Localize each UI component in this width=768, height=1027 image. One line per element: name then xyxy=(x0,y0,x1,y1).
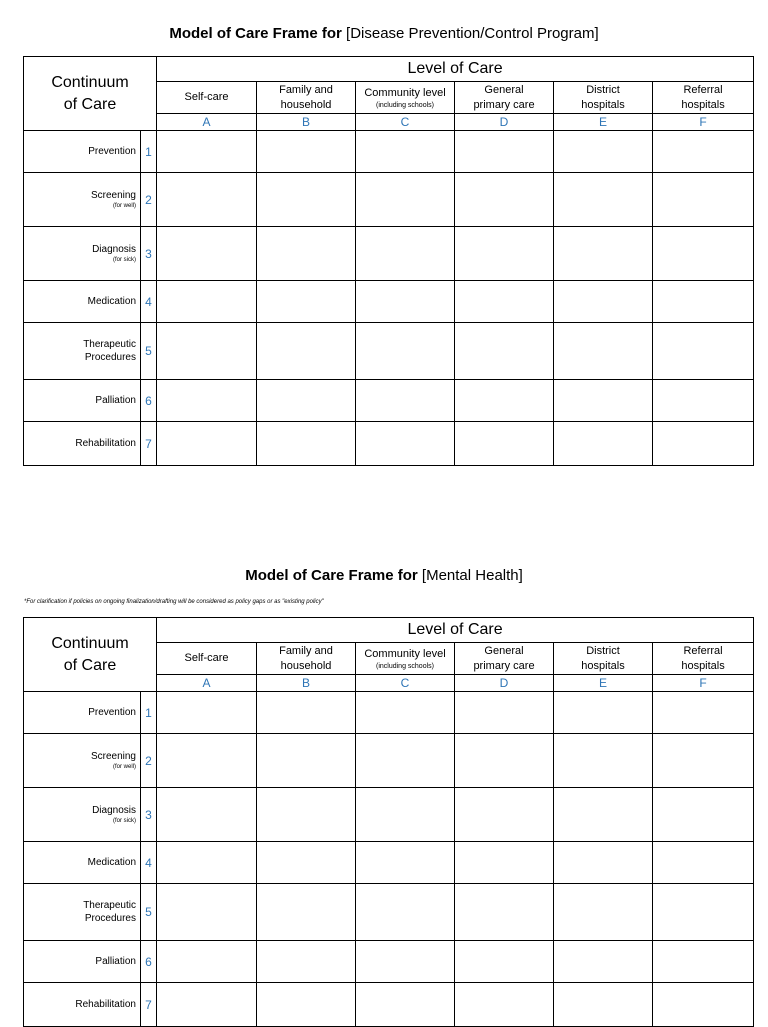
column-label: Referral xyxy=(683,83,723,96)
empty-cell[interactable] xyxy=(257,734,356,788)
column-label: District xyxy=(586,83,620,96)
frame-title-prefix: Model of Care Frame for xyxy=(169,25,347,42)
column-label: General xyxy=(484,83,524,96)
empty-cell[interactable] xyxy=(455,227,554,281)
row-label xyxy=(24,884,141,941)
column-sublabel: (including schools) xyxy=(376,662,434,670)
column-label: hospitals xyxy=(681,98,725,111)
table-row xyxy=(24,884,754,941)
continuum-header-line: of Care xyxy=(63,656,117,674)
column-label: hospitals xyxy=(681,659,725,672)
continuum-of-care-header xyxy=(24,618,157,692)
continuum-header-line: of Care xyxy=(63,95,117,113)
empty-cell[interactable] xyxy=(356,323,455,380)
model-of-care-table xyxy=(23,617,754,1027)
row-number: 5 xyxy=(141,323,157,380)
row-label-text: Screening xyxy=(90,751,136,762)
empty-cell[interactable] xyxy=(554,227,653,281)
empty-cell[interactable] xyxy=(356,983,455,1027)
column-label: primary care xyxy=(473,98,535,111)
table-row xyxy=(24,734,754,788)
row-label-text: Prevention xyxy=(88,707,136,718)
table-row xyxy=(24,941,754,983)
level-column-header xyxy=(554,643,653,675)
empty-cell[interactable] xyxy=(653,227,754,281)
row-label xyxy=(24,842,141,884)
column-label: Family and xyxy=(279,644,333,657)
row-label-text: Medication xyxy=(87,296,136,307)
level-column-header xyxy=(554,82,653,114)
frame-title-program: [Disease Prevention/Control Program] xyxy=(346,25,599,42)
row-label-text: Rehabilitation xyxy=(75,438,136,449)
empty-cell[interactable] xyxy=(653,422,754,466)
empty-cell[interactable] xyxy=(653,323,754,380)
row-number: 2 xyxy=(141,734,157,788)
empty-cell[interactable] xyxy=(356,131,455,173)
table-row xyxy=(24,788,754,842)
column-label: Self-care xyxy=(184,652,229,664)
column-label: primary care xyxy=(473,659,535,672)
empty-cell[interactable] xyxy=(157,788,257,842)
empty-cell[interactable] xyxy=(157,734,257,788)
frame-title-prefix: Model of Care Frame for xyxy=(245,567,422,584)
empty-cell[interactable] xyxy=(356,788,455,842)
row-label xyxy=(24,734,141,788)
table-row xyxy=(24,227,754,281)
column-sublabel: (including schools) xyxy=(376,101,434,109)
empty-cell[interactable] xyxy=(257,842,356,884)
empty-cell[interactable] xyxy=(257,380,356,422)
column-letter: A xyxy=(157,675,257,692)
empty-cell[interactable] xyxy=(157,692,257,734)
row-label xyxy=(24,227,141,281)
empty-cell[interactable] xyxy=(455,281,554,323)
empty-cell[interactable] xyxy=(157,422,257,466)
row-sublabel: (for well) xyxy=(112,764,136,770)
column-letter: A xyxy=(157,114,257,131)
empty-cell[interactable] xyxy=(653,941,754,983)
table-row xyxy=(24,422,754,466)
row-label-text: Palliation xyxy=(95,395,136,406)
row-number: 3 xyxy=(141,227,157,281)
frame-title xyxy=(0,25,768,42)
table-row xyxy=(24,281,754,323)
level-column-header xyxy=(157,643,257,675)
column-letter: F xyxy=(653,675,754,692)
empty-cell[interactable] xyxy=(653,734,754,788)
table-row xyxy=(24,323,754,380)
table-row xyxy=(24,842,754,884)
empty-cell[interactable] xyxy=(653,380,754,422)
empty-cell[interactable] xyxy=(653,173,754,227)
level-of-care-header: Level of Care xyxy=(157,618,754,643)
empty-cell[interactable] xyxy=(356,227,455,281)
column-letter: B xyxy=(257,114,356,131)
level-column-header xyxy=(157,82,257,114)
column-label: hospitals xyxy=(581,659,625,672)
row-number: 7 xyxy=(141,422,157,466)
row-number: 2 xyxy=(141,173,157,227)
empty-cell[interactable] xyxy=(257,788,356,842)
empty-cell[interactable] xyxy=(653,692,754,734)
column-label: Community level xyxy=(364,86,446,99)
empty-cell[interactable] xyxy=(157,941,257,983)
empty-cell[interactable] xyxy=(356,692,455,734)
column-label: household xyxy=(280,98,332,111)
row-label-text: Palliation xyxy=(95,956,136,967)
column-label: household xyxy=(280,659,332,672)
empty-cell[interactable] xyxy=(554,983,653,1027)
row-number: 7 xyxy=(141,983,157,1027)
column-label: Referral xyxy=(683,644,723,657)
table-row xyxy=(24,173,754,227)
empty-cell[interactable] xyxy=(157,380,257,422)
header-row xyxy=(24,618,754,643)
empty-cell[interactable] xyxy=(356,281,455,323)
row-number: 4 xyxy=(141,281,157,323)
row-number: 6 xyxy=(141,380,157,422)
row-number: 3 xyxy=(141,788,157,842)
empty-cell[interactable] xyxy=(554,380,653,422)
row-label-text: Prevention xyxy=(88,146,136,157)
column-letter: D xyxy=(455,114,554,131)
column-letter: E xyxy=(554,114,653,131)
row-sublabel: (for well) xyxy=(112,203,136,209)
level-column-header xyxy=(455,82,554,114)
empty-cell[interactable] xyxy=(356,173,455,227)
empty-cell[interactable] xyxy=(257,131,356,173)
row-label xyxy=(24,323,141,380)
empty-cell[interactable] xyxy=(257,983,356,1027)
empty-cell[interactable] xyxy=(554,281,653,323)
column-label: Family and xyxy=(279,83,333,96)
row-number: 5 xyxy=(141,884,157,941)
row-sublabel: (for sick) xyxy=(113,818,136,824)
empty-cell[interactable] xyxy=(455,692,554,734)
empty-cell[interactable] xyxy=(455,323,554,380)
row-label-text: Therapeutic xyxy=(83,339,136,350)
level-column-header xyxy=(455,643,554,675)
empty-cell[interactable] xyxy=(455,788,554,842)
row-label-text: Diagnosis xyxy=(92,805,136,816)
empty-cell[interactable] xyxy=(157,131,257,173)
row-label xyxy=(24,131,141,173)
level-of-care-header: Level of Care xyxy=(157,57,754,82)
column-label: hospitals xyxy=(581,98,625,111)
empty-cell[interactable] xyxy=(356,884,455,941)
row-number: 1 xyxy=(141,131,157,173)
empty-cell[interactable] xyxy=(157,227,257,281)
empty-cell[interactable] xyxy=(257,941,356,983)
row-label xyxy=(24,788,141,842)
empty-cell[interactable] xyxy=(455,422,554,466)
empty-cell[interactable] xyxy=(653,842,754,884)
empty-cell[interactable] xyxy=(554,884,653,941)
row-label-text: Procedures xyxy=(84,913,136,924)
empty-cell[interactable] xyxy=(554,131,653,173)
column-label: Community level xyxy=(364,647,446,660)
row-number: 6 xyxy=(141,941,157,983)
empty-cell[interactable] xyxy=(653,131,754,173)
column-label: Self-care xyxy=(184,91,229,103)
empty-cell[interactable] xyxy=(455,842,554,884)
table-row xyxy=(24,131,754,173)
empty-cell[interactable] xyxy=(554,734,653,788)
row-sublabel: (for sick) xyxy=(113,257,136,263)
column-letter: F xyxy=(653,114,754,131)
empty-cell[interactable] xyxy=(455,983,554,1027)
header-row xyxy=(24,57,754,82)
empty-cell[interactable] xyxy=(257,281,356,323)
column-letter: C xyxy=(356,675,455,692)
empty-cell[interactable] xyxy=(653,788,754,842)
row-label-text: Screening xyxy=(90,190,136,201)
frame-title xyxy=(0,567,768,584)
empty-cell[interactable] xyxy=(455,380,554,422)
empty-cell[interactable] xyxy=(257,227,356,281)
empty-cell[interactable] xyxy=(157,281,257,323)
empty-cell[interactable] xyxy=(157,173,257,227)
row-label-text: Rehabilitation xyxy=(75,999,136,1010)
empty-cell[interactable] xyxy=(554,788,653,842)
continuum-header-line: Continuum xyxy=(51,634,129,652)
empty-cell[interactable] xyxy=(653,983,754,1027)
empty-cell[interactable] xyxy=(157,884,257,941)
empty-cell[interactable] xyxy=(257,173,356,227)
empty-cell[interactable] xyxy=(554,842,653,884)
frame-title-program: [Mental Health] xyxy=(421,567,523,584)
column-letter: D xyxy=(455,675,554,692)
empty-cell[interactable] xyxy=(356,734,455,788)
level-column-header xyxy=(653,82,754,114)
row-label xyxy=(24,173,141,227)
empty-cell[interactable] xyxy=(356,380,455,422)
empty-cell[interactable] xyxy=(356,842,455,884)
clarification-note: *For clarification if policies on ongoing finalization/drafting will be considered as policy gaps or as "existing policy" xyxy=(24,599,324,605)
empty-cell[interactable] xyxy=(554,323,653,380)
empty-cell[interactable] xyxy=(554,173,653,227)
empty-cell[interactable] xyxy=(356,941,455,983)
row-label xyxy=(24,941,141,983)
row-label-text: Medication xyxy=(87,857,136,868)
row-label xyxy=(24,281,141,323)
empty-cell[interactable] xyxy=(157,842,257,884)
level-column-header xyxy=(356,643,455,675)
level-column-header xyxy=(653,643,754,675)
empty-cell[interactable] xyxy=(554,692,653,734)
empty-cell[interactable] xyxy=(257,692,356,734)
empty-cell[interactable] xyxy=(554,422,653,466)
empty-cell[interactable] xyxy=(455,173,554,227)
empty-cell[interactable] xyxy=(356,422,455,466)
empty-cell[interactable] xyxy=(257,884,356,941)
column-label: General xyxy=(484,644,524,657)
column-letter: C xyxy=(356,114,455,131)
empty-cell[interactable] xyxy=(653,281,754,323)
empty-cell[interactable] xyxy=(257,422,356,466)
table-row xyxy=(24,380,754,422)
empty-cell[interactable] xyxy=(455,131,554,173)
row-label-text: Therapeutic xyxy=(83,900,136,911)
column-letter: E xyxy=(554,675,653,692)
empty-cell[interactable] xyxy=(157,983,257,1027)
column-label: District xyxy=(586,644,620,657)
level-column-header xyxy=(257,643,356,675)
row-label xyxy=(24,692,141,734)
empty-cell[interactable] xyxy=(455,884,554,941)
level-column-header xyxy=(356,82,455,114)
continuum-header-line: Continuum xyxy=(51,73,129,91)
row-label-text: Procedures xyxy=(84,352,136,363)
row-number: 1 xyxy=(141,692,157,734)
empty-cell[interactable] xyxy=(653,884,754,941)
row-label xyxy=(24,422,141,466)
empty-cell[interactable] xyxy=(455,734,554,788)
empty-cell[interactable] xyxy=(257,323,356,380)
table-row xyxy=(24,692,754,734)
level-column-header xyxy=(257,82,356,114)
empty-cell[interactable] xyxy=(157,323,257,380)
row-number: 4 xyxy=(141,842,157,884)
empty-cell[interactable] xyxy=(455,941,554,983)
model-of-care-table xyxy=(23,56,754,466)
row-label xyxy=(24,380,141,422)
continuum-of-care-header xyxy=(24,57,157,131)
column-letter: B xyxy=(257,675,356,692)
row-label-text: Diagnosis xyxy=(92,244,136,255)
table-row xyxy=(24,983,754,1027)
row-label xyxy=(24,983,141,1027)
empty-cell[interactable] xyxy=(554,941,653,983)
